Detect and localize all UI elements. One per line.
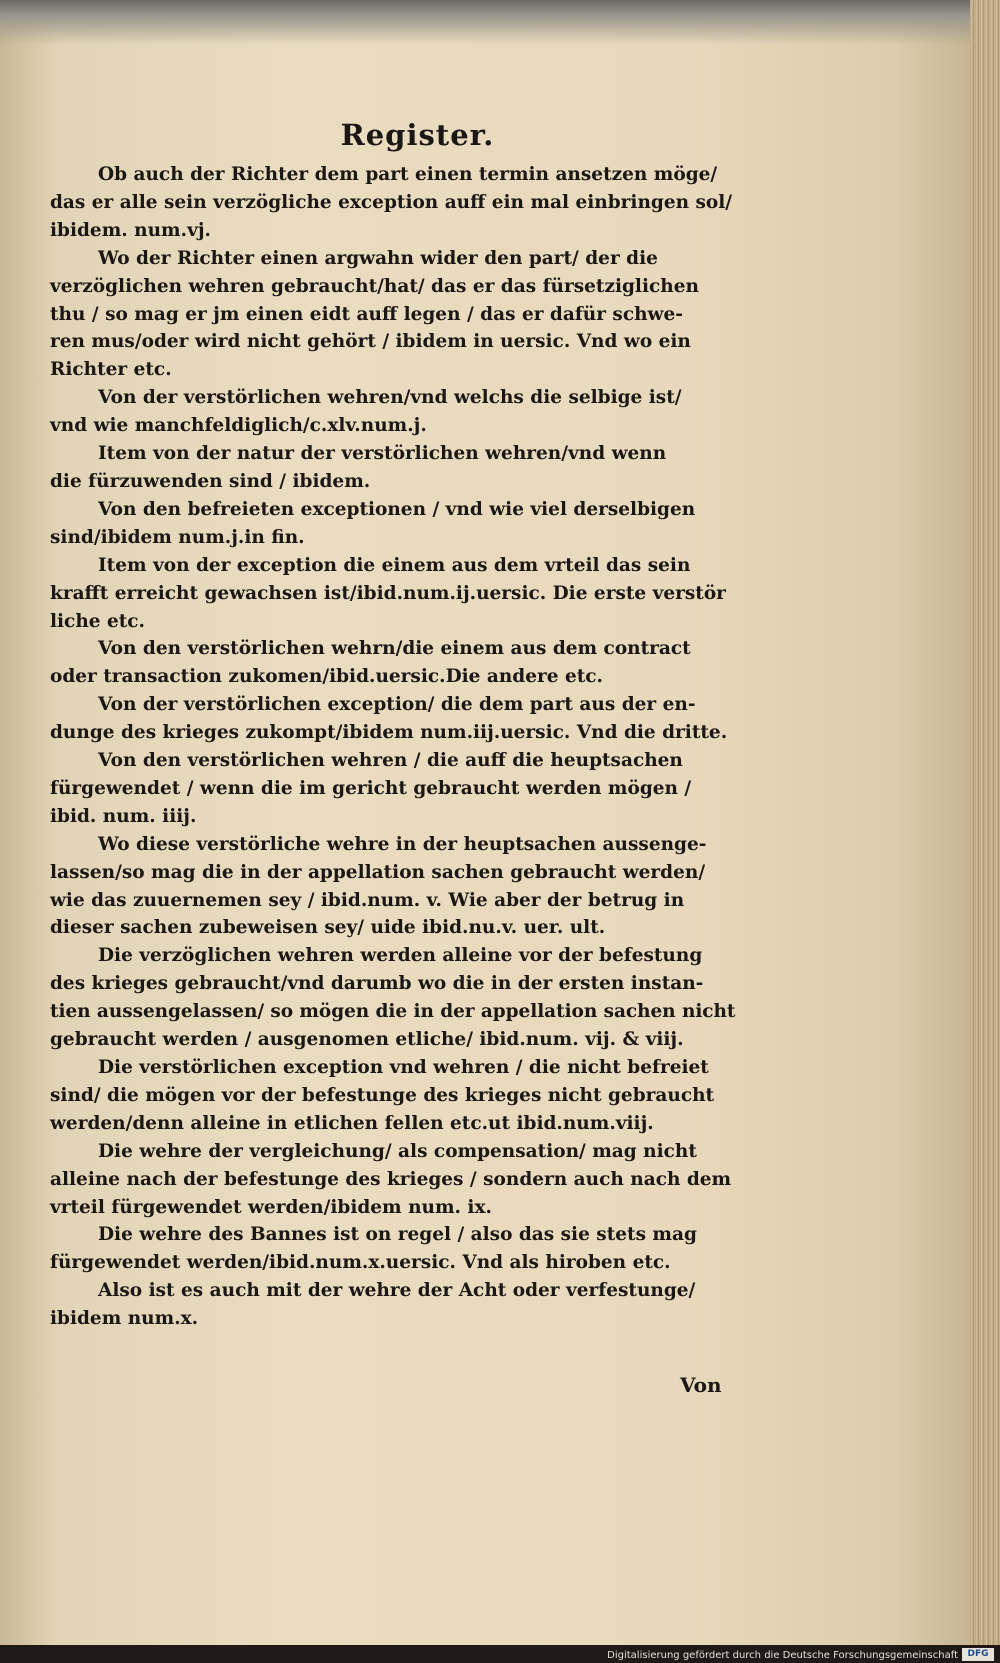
text-line: ibid. num. iiij. [50, 805, 197, 827]
text-line: Die verstörlichen exception vnd wehren / die nicht befreiet [98, 1057, 709, 1078]
text-line: ibidem. num.vj. [50, 219, 211, 241]
text-line: tien aussengelassen/ so mögen die in der appellation sachen nicht [50, 1001, 736, 1023]
text-line: wie das zuuernemen sey / ibid.num. v. Wie aber der betrug in [50, 889, 685, 911]
text-line: Richter etc. [50, 359, 172, 381]
digitization-credit: Digitalisierung gefördert durch die Deutsche Forschungsgemeinschaft [607, 1650, 958, 1661]
text-line: Item von der natur der verstörlichen wehren/vnd wenn [98, 443, 667, 465]
text-line: Von den verstörlichen wehrn/die einem aus dem contract [98, 638, 691, 660]
text-line: Die verzöglichen wehren werden alleine vor der befestung [98, 945, 703, 967]
text-line: fürgewendet werden/ibid.num.x.uersic. Vnd als hiroben etc. [50, 1252, 671, 1274]
text-line: lassen/so mag die in der appellation sachen gebraucht werden/ [50, 861, 706, 883]
text-line: vnd wie manchfeldiglich/c.xlv.num.j. [50, 415, 427, 437]
text-line: fürgewendet / wenn die im gericht gebraucht werden mögen / [50, 777, 692, 799]
text-line: die fürzuwenden sind / ibidem. [50, 470, 371, 492]
text-line: Von der verstörlichen wehren/vnd welchs die selbige ist/ [98, 387, 682, 409]
text-line: Ob auch der Richter dem part einen termin ansetzen möge/ [98, 164, 718, 185]
footer-band [0, 1645, 1000, 1663]
text-line: sind/ die mögen vor der befestunge des krieges nicht gebraucht [50, 1084, 715, 1106]
page-top-shadow [0, 0, 970, 45]
text-line: Also ist es auch mit der wehre der Acht oder verfestunge/ [98, 1280, 696, 1302]
text-line: liche etc. [50, 610, 146, 632]
text-line: das er alle sein verzögliche exception auff ein mal einbringen sol/ [50, 191, 733, 213]
text-line: thu / so mag er jm einen eidt auff legen / das er dafür schwe- [50, 303, 683, 325]
text-line: Von der verstörlichen exception/ die dem part aus der en- [98, 694, 696, 716]
text-line: vrteil fürgewendet werden/ibidem num. ix. [50, 1196, 492, 1218]
text-line: dieser sachen zubeweisen sey/ uide ibid.nu.v. uer. ult. [50, 917, 606, 939]
text-line: des krieges gebraucht/vnd darumb wo die in der ersten instan- [50, 973, 704, 995]
text-line: Die wehre der vergleichung/ als compensation/ mag nicht [98, 1140, 697, 1162]
text-line: Die wehre des Bannes ist on regel / also das sie stets mag [98, 1224, 697, 1246]
text-line: gebraucht werden / ausgenomen etliche/ ibid.num. vij. & viij. [50, 1029, 684, 1051]
text-line: dunge des krieges zukompt/ibidem num.iij.uersic. Vnd die dritte. [50, 722, 728, 744]
text-line: alleine nach der befestunge des krieges / sondern auch nach dem [50, 1168, 732, 1190]
text-line: ibidem num.x. [50, 1308, 199, 1330]
page-edge [970, 0, 1000, 1663]
catchword: Von [680, 1373, 722, 1397]
text-line: Von den verstörlichen wehren / die auff die heuptsachen [98, 750, 683, 772]
text-line: Von den befreieten exceptionen / vnd wie viel derselbigen [98, 498, 696, 520]
text-line: verzöglichen wehren gebraucht/hat/ das er das fürsetziglichen [50, 275, 699, 297]
page-heading: Register. [340, 118, 495, 152]
text-line: Wo diese verstörliche wehre in der heuptsachen aussenge- [98, 833, 707, 855]
text-line: sind/ibidem num.j.in fin. [50, 526, 305, 548]
dfg-logo: DFG [962, 1648, 994, 1661]
text-line: Item von der exception die einem aus dem vrteil das sein [98, 554, 691, 576]
text-line: ren mus/oder wird nicht gehört / ibidem in uersic. Vnd wo ein [50, 331, 691, 353]
text-line: oder transaction zukomen/ibid.uersic.Die andere etc. [50, 666, 603, 688]
register-text-block [50, 161, 735, 1333]
text-line: Wo der Richter einen argwahn wider den part/ der die [98, 247, 658, 269]
text-line: krafft erreicht gewachsen ist/ibid.num.ij.uersic. Die erste verstör [50, 582, 726, 604]
text-line: werden/denn alleine in etlichen fellen etc.ut ibid.num.viij. [50, 1112, 654, 1134]
